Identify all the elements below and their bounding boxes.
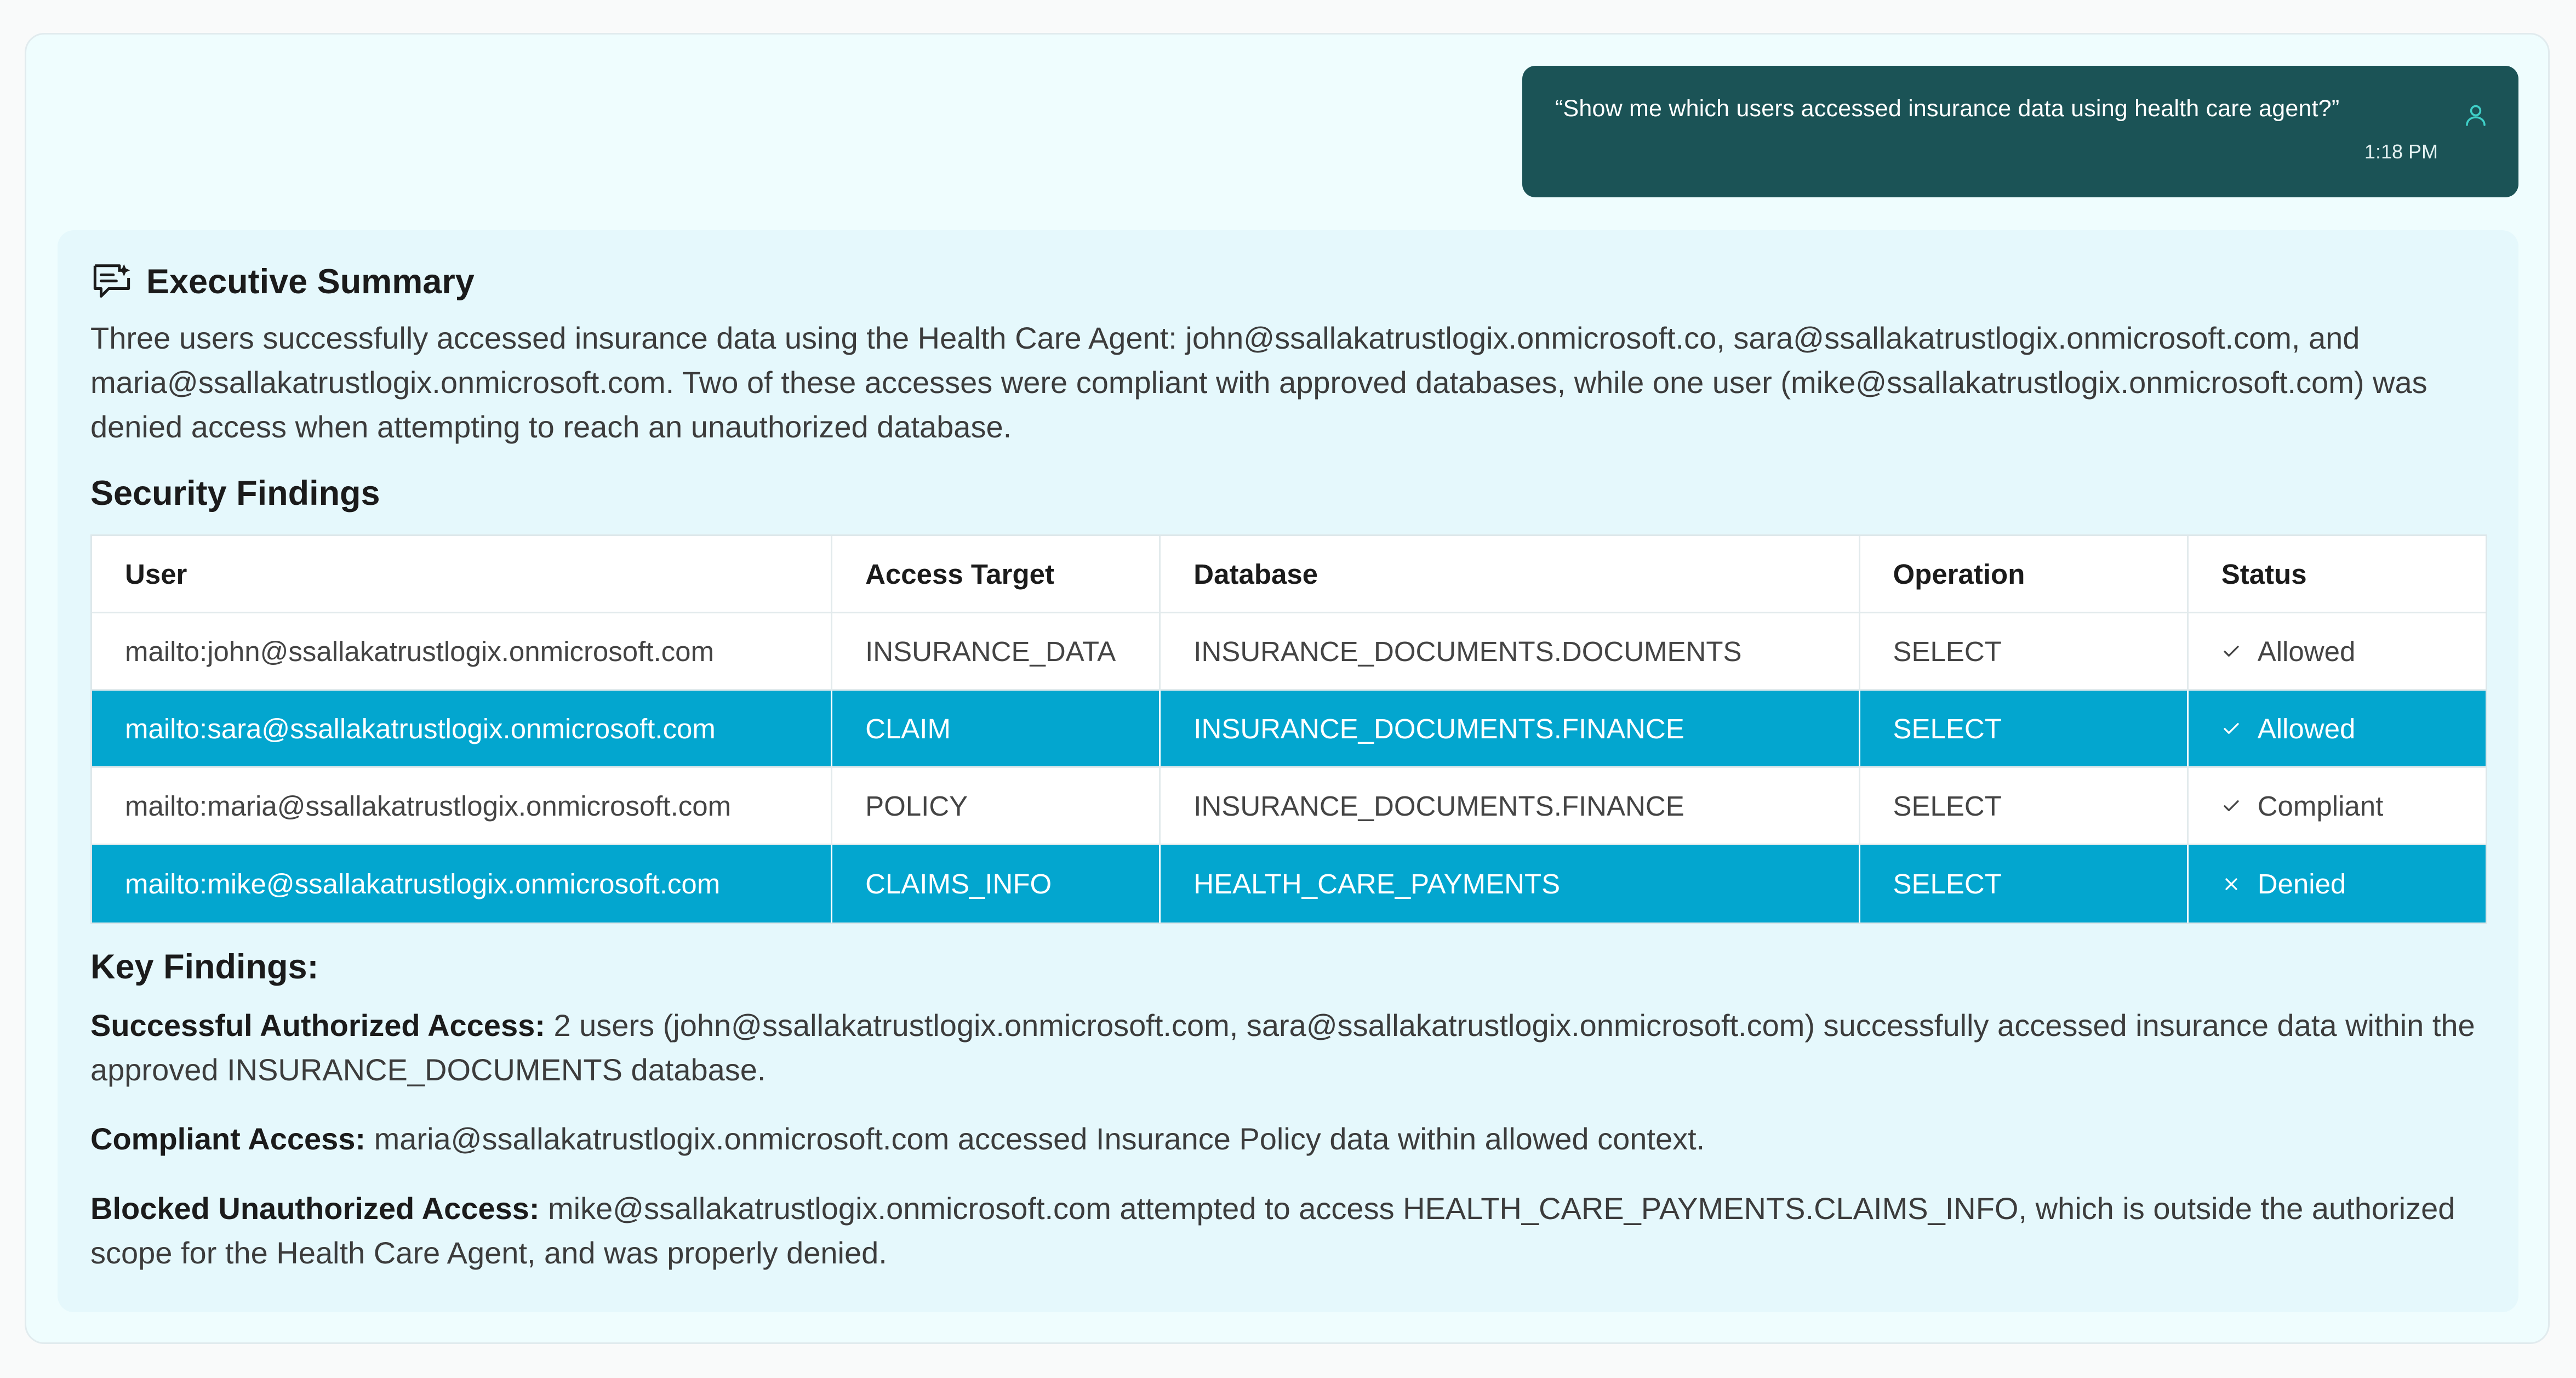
user-avatar-icon — [2463, 102, 2489, 128]
cell-user[interactable]: mailto:john@ssallakatrustlogix.onmicrosoft.com — [92, 613, 832, 689]
cell-database: INSURANCE_DOCUMENTS.FINANCE — [1161, 691, 1860, 766]
key-finding-item — [90, 1117, 2496, 1161]
response-card — [58, 230, 2518, 1312]
security-findings-title: Security Findings — [90, 474, 380, 513]
header-operation: Operation — [1860, 536, 2189, 612]
cell-status — [2189, 768, 2486, 844]
summary-title: Executive Summary — [146, 263, 475, 301]
status-text: Compliant — [2257, 790, 2384, 822]
key-finding-item — [90, 1186, 2496, 1275]
summary-chat-icon — [90, 263, 133, 301]
cell-database: HEALTH_CARE_PAYMENTS — [1161, 845, 1860, 923]
status-text: Allowed — [2257, 713, 2356, 744]
key-finding-label: Blocked Unauthorized Access: — [90, 1191, 540, 1226]
cell-user[interactable]: mailto:maria@ssallakatrustlogix.onmicrosoft.com — [92, 768, 832, 844]
header-user: User — [92, 536, 832, 612]
header-database: Database — [1161, 536, 1860, 612]
user-message-bubble — [1522, 66, 2518, 197]
key-finding-item — [90, 1003, 2496, 1092]
message-timestamp: 1:18 PM — [2364, 140, 2438, 163]
cell-operation: SELECT — [1860, 691, 2189, 766]
check-icon — [2221, 796, 2241, 816]
check-icon — [2221, 641, 2241, 661]
cell-operation: SELECT — [1860, 768, 2189, 844]
cell-status — [2189, 613, 2486, 689]
key-finding-label: Compliant Access: — [90, 1121, 366, 1156]
cell-status — [2189, 691, 2486, 766]
key-finding-text: maria@ssallakatrustlogix.onmicrosoft.com accessed Insurance Policy data within allowed context. — [365, 1121, 1705, 1156]
cell-user[interactable]: mailto:mike@ssallakatrustlogix.onmicrosoft.com — [92, 845, 832, 923]
cell-operation: SELECT — [1860, 613, 2189, 689]
key-finding-text: 2 users (john@ssallakatrustlogix.onmicrosoft.com, sara@ssallakatrustlogix.onmicrosoft.com) successfully accessed insurance data within the approved INSURANCE_DOCUMENTS database. — [90, 1008, 2475, 1087]
table-row — [92, 691, 2486, 768]
cell-access-target: CLAIMS_INFO — [832, 845, 1161, 923]
key-finding-label: Successful Authorized Access: — [90, 1008, 545, 1043]
header-access-target: Access Target — [832, 536, 1161, 612]
header-status: Status — [2221, 558, 2307, 590]
table-row — [92, 845, 2486, 923]
status-text: Allowed — [2257, 635, 2356, 667]
cell-database: INSURANCE_DOCUMENTS.FINANCE — [1161, 768, 1860, 844]
check-icon — [2221, 719, 2241, 738]
cell-operation: SELECT — [1860, 845, 2189, 923]
cell-access-target: POLICY — [832, 768, 1161, 844]
key-findings-title: Key Findings: — [90, 948, 319, 986]
table-row — [92, 768, 2486, 845]
status-text: Denied — [2257, 868, 2346, 899]
cell-access-target: INSURANCE_DATA — [832, 613, 1161, 689]
cell-status — [2189, 845, 2486, 923]
findings-table — [90, 534, 2487, 924]
cell-database: INSURANCE_DOCUMENTS.DOCUMENTS — [1161, 613, 1860, 689]
table-header-row — [92, 536, 2486, 613]
table-row — [92, 613, 2486, 691]
summary-header — [90, 260, 475, 304]
user-message-text: “Show me which users accessed insurance data using health care agent?” — [1555, 95, 2340, 122]
x-icon — [2221, 874, 2241, 894]
cell-user[interactable]: mailto:sara@ssallakatrustlogix.onmicrosoft.com — [92, 691, 832, 766]
summary-text: Three users successfully accessed insurance data using the Health Care Agent: john@ssallakatrustlogix.onmicrosoft.co, sara@ssallakatrustlogix.onmicrosoft.com, and maria@ssallakatrustlogix.onmicrosoft.com. Two of these accesses were compliant with approved databases, while one user (mike@ssallakatrustlogix.onmicrosoft.com) was denied access when attempting to reach an unauthorized database. — [90, 321, 2428, 444]
cell-access-target: CLAIM — [832, 691, 1161, 766]
key-finding-text: mike@ssallakatrustlogix.onmicrosoft.com attempted to access HEALTH_CARE_PAYMENTS.CLAIMS_INFO, which is outside the authorized scope for the Health Care Agent, and was properly denied. — [90, 1191, 2455, 1270]
